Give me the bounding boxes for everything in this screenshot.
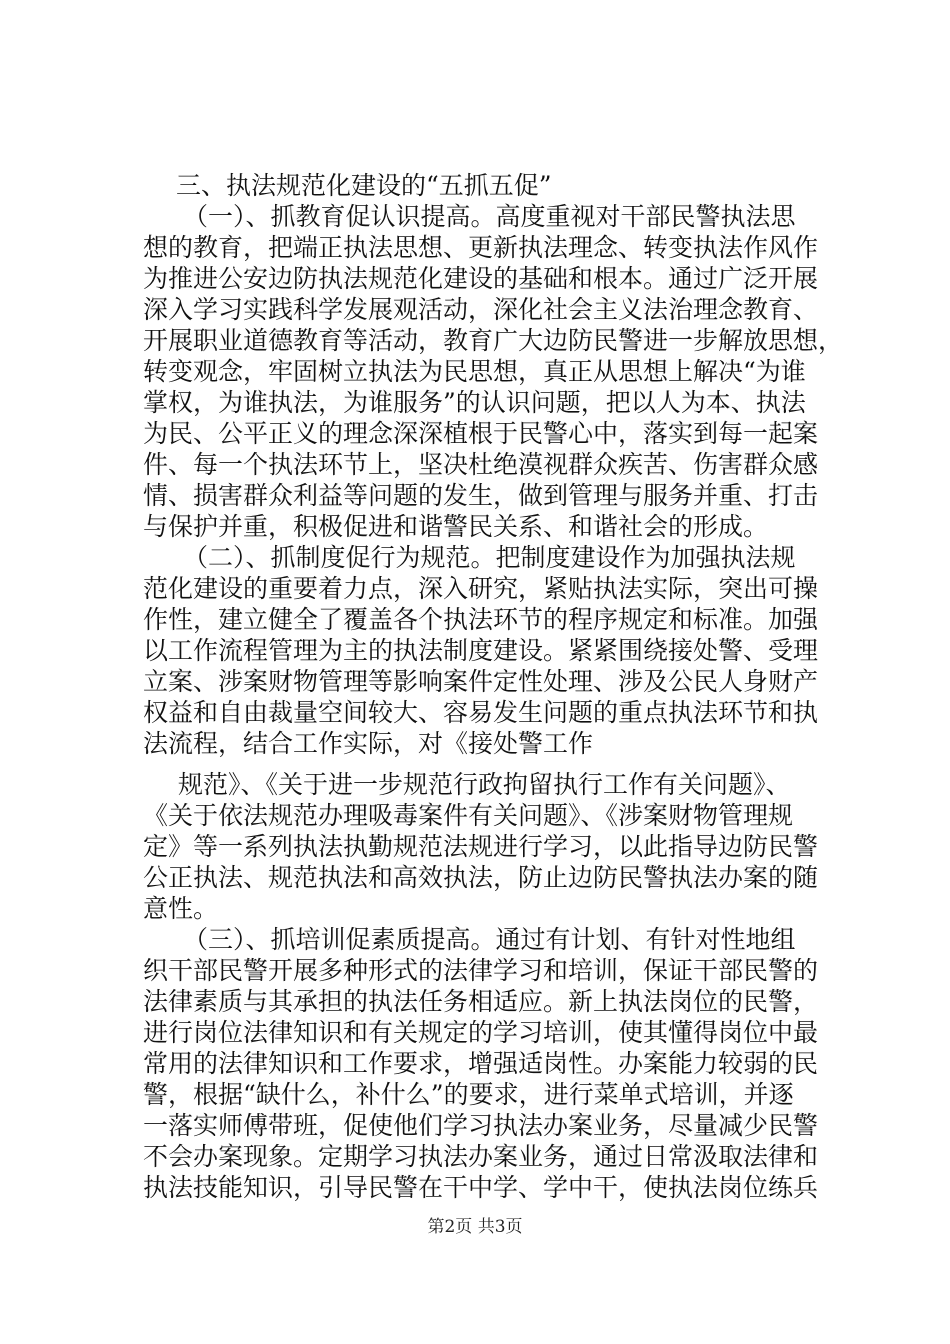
page-number: 第2页 共3页: [427, 1217, 523, 1237]
paragraph-line: 法流程，结合工作实际，对《接处警工作: [143, 729, 594, 758]
paragraph-line: 件、每一个执法环节上，坚决杜绝漠视群众疾苦、伤害群众感: [143, 450, 819, 479]
paragraph-line: 《关于依法规范办理吸毒案件有关问题》、《涉案财物管理规: [143, 801, 794, 830]
paragraph-line: 开展职业道德教育等活动，教育广大边防民警进一步解放思想，: [143, 326, 844, 355]
paragraph-line: 执法技能知识，引导民警在干中学、学中干，使执法岗位练兵: [143, 1173, 819, 1202]
paragraph-line: 常用的法律知识和工作要求，增强适岗性。办案能力较弱的民: [143, 1049, 819, 1078]
section-heading: 三、执法规范化建设的“五抓五促”: [176, 171, 552, 200]
paragraph-line: （三）、抓培训促素质提高。通过有计划、有针对性地组: [183, 925, 796, 954]
paragraph-line: 立案、涉案财物管理等影响案件定性处理、涉及公民人身财产: [143, 667, 819, 696]
paragraph-line: 转变观念，牢固树立执法为民思想，真正从思想上解决“为谁: [143, 357, 806, 386]
paragraph-line: 进行岗位法律知识和有关规定的学习培训，使其懂得岗位中最: [143, 1018, 819, 1047]
paragraph-line: 规范》、《关于进一步规范行政拘留执行工作有关问题》、: [178, 770, 791, 799]
paragraph-line: 一落实师傅带班，促使他们学习执法办案业务，尽量减少民警: [143, 1111, 819, 1140]
paragraph-line: 公正执法、规范执法和高效执法，防止边防民警执法办案的随: [143, 863, 819, 892]
paragraph-line: 不会办案现象。定期学习执法办案业务，通过日常汲取法律和: [143, 1142, 819, 1171]
paragraph-line: （一）、抓教育促认识提高。高度重视对干部民警执法思: [183, 202, 796, 231]
paragraph-line: 织干部民警开展多种形式的法律学习和培训，保证干部民警的: [143, 956, 819, 985]
paragraph-line: 与保护并重，积极促进和谐警民关系、和谐社会的形成。: [143, 512, 769, 541]
paragraph-line: 掌权，为谁执法，为谁服务”的认识问题，把以人为本、执法: [143, 388, 806, 417]
paragraph-line: 意性。: [143, 894, 219, 923]
paragraph-line: 范化建设的重要着力点，深入研究，紧贴执法实际，突出可操: [143, 574, 819, 603]
paragraph-line: 以工作流程管理为主的执法制度建设。紧紧围绕接处警、受理: [143, 636, 819, 665]
paragraph-line: 作性，建立健全了覆盖各个执法环节的程序规定和标准。加强: [143, 605, 819, 634]
paragraph-line: 为民、公平正义的理念深深植根于民警心中，落实到每一起案: [143, 419, 819, 448]
paragraph-line: 权益和自由裁量空间较大、容易发生问题的重点执法环节和执: [143, 698, 819, 727]
paragraph-line: 定》等一系列执法执勤规范法规进行学习，以此指导边防民警: [143, 832, 819, 861]
paragraph-line: （二）、抓制度促行为规范。把制度建设作为加强执法规: [183, 543, 796, 572]
paragraph-line: 情、损害群众利益等问题的发生，做到管理与服务并重、打击: [143, 481, 819, 510]
paragraph-line: 为推进公安边防执法规范化建设的基础和根本。通过广泛开展: [143, 264, 819, 293]
document-body: [143, 170, 844, 1203]
paragraph-line: 警，根据“缺什么，补什么”的要求，进行菜单式培训，并逐: [143, 1080, 794, 1109]
paragraph-line: 深入学习实践科学发展观活动，深化社会主义法治理念教育、: [143, 295, 819, 324]
paragraph-line: 法律素质与其承担的执法任务相适应。新上执法岗位的民警，: [143, 987, 819, 1016]
paragraph-line: 想的教育，把端正执法思想、更新执法理念、转变执法作风作: [143, 233, 819, 262]
